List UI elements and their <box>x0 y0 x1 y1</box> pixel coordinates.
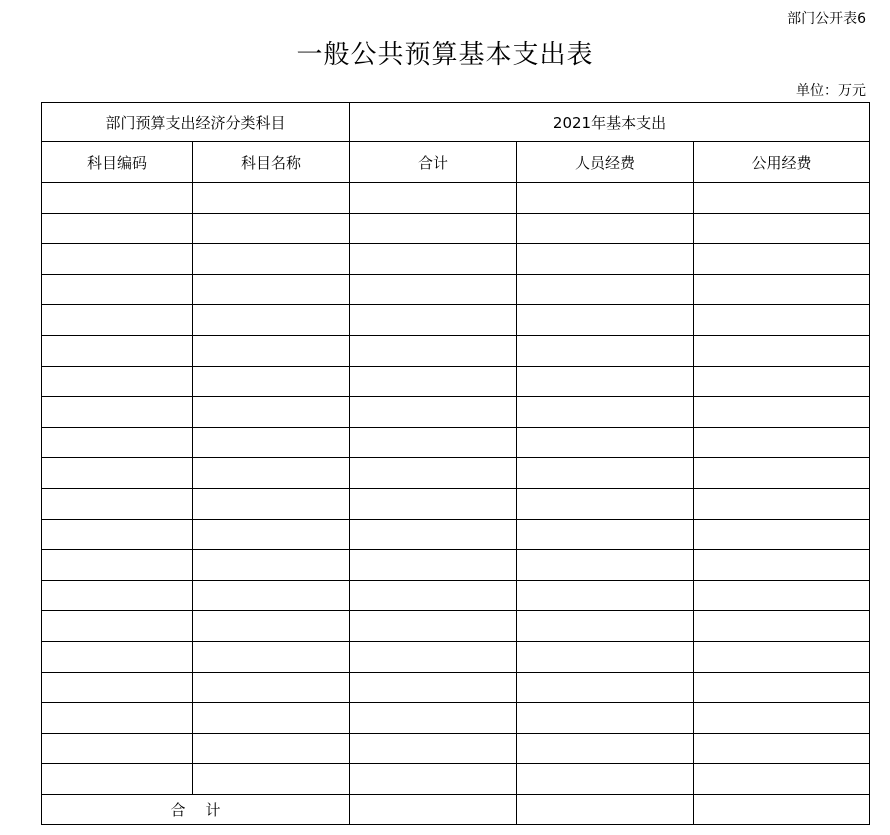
cell-name <box>193 488 350 519</box>
cell-personnel <box>517 183 694 214</box>
total-row <box>42 794 870 825</box>
cell-code <box>42 274 193 305</box>
cell-total <box>350 366 517 397</box>
column-header-code: 科目编码 <box>42 142 193 183</box>
total-sum <box>350 794 517 825</box>
column-header-row <box>42 142 870 183</box>
cell-public <box>694 550 870 581</box>
cell-name <box>193 519 350 550</box>
expenditure-group-header: 2021年基本支出 <box>350 103 870 142</box>
cell-personnel <box>517 458 694 489</box>
cell-total <box>350 611 517 642</box>
table-row <box>42 488 870 519</box>
table-row <box>42 366 870 397</box>
cell-total <box>350 458 517 489</box>
total-personnel <box>517 794 694 825</box>
cell-personnel <box>517 213 694 244</box>
cell-code <box>42 519 193 550</box>
cell-code <box>42 580 193 611</box>
column-header-name: 科目名称 <box>193 142 350 183</box>
cell-personnel <box>517 580 694 611</box>
cell-code <box>42 213 193 244</box>
cell-personnel <box>517 335 694 366</box>
cell-code <box>42 672 193 703</box>
cell-personnel <box>517 764 694 795</box>
cell-code <box>42 335 193 366</box>
cell-public <box>694 244 870 275</box>
document-label: 部门公开表6 <box>787 11 866 27</box>
cell-personnel <box>517 427 694 458</box>
cell-total <box>350 213 517 244</box>
table-row <box>42 458 870 489</box>
cell-public <box>694 397 870 428</box>
cell-public <box>694 274 870 305</box>
cell-public <box>694 335 870 366</box>
table-row <box>42 703 870 734</box>
table-row <box>42 244 870 275</box>
cell-personnel <box>517 611 694 642</box>
cell-name <box>193 244 350 275</box>
cell-public <box>694 488 870 519</box>
cell-code <box>42 244 193 275</box>
group-header-row <box>42 103 870 142</box>
cell-name <box>193 335 350 366</box>
cell-personnel <box>517 305 694 336</box>
cell-code <box>42 427 193 458</box>
table-row <box>42 305 870 336</box>
cell-personnel <box>517 366 694 397</box>
cell-public <box>694 213 870 244</box>
cell-public <box>694 764 870 795</box>
cell-name <box>193 550 350 581</box>
cell-name <box>193 733 350 764</box>
budget-table <box>41 102 870 825</box>
cell-public <box>694 427 870 458</box>
cell-name <box>193 672 350 703</box>
table-row <box>42 764 870 795</box>
table-row <box>42 274 870 305</box>
page-title: 一般公共预算基本支出表 <box>296 40 594 70</box>
cell-personnel <box>517 519 694 550</box>
cell-public <box>694 183 870 214</box>
column-header-public: 公用经费 <box>694 142 870 183</box>
cell-total <box>350 733 517 764</box>
table-row <box>42 397 870 428</box>
cell-name <box>193 764 350 795</box>
table-row <box>42 213 870 244</box>
table-row <box>42 611 870 642</box>
cell-public <box>694 641 870 672</box>
cell-personnel <box>517 703 694 734</box>
cell-code <box>42 611 193 642</box>
cell-total <box>350 550 517 581</box>
column-header-total: 合计 <box>350 142 517 183</box>
cell-public <box>694 672 870 703</box>
cell-total <box>350 427 517 458</box>
cell-total <box>350 305 517 336</box>
cell-total <box>350 641 517 672</box>
cell-public <box>694 611 870 642</box>
cell-public <box>694 519 870 550</box>
cell-public <box>694 733 870 764</box>
cell-public <box>694 458 870 489</box>
table-row <box>42 183 870 214</box>
cell-name <box>193 183 350 214</box>
unit-label: 单位：万元 <box>796 83 866 99</box>
table-row <box>42 519 870 550</box>
total-public <box>694 794 870 825</box>
cell-name <box>193 427 350 458</box>
cell-personnel <box>517 397 694 428</box>
cell-personnel <box>517 244 694 275</box>
cell-name <box>193 213 350 244</box>
cell-code <box>42 641 193 672</box>
cell-total <box>350 488 517 519</box>
cell-name <box>193 274 350 305</box>
cell-name <box>193 305 350 336</box>
cell-total <box>350 244 517 275</box>
cell-code <box>42 550 193 581</box>
cell-name <box>193 397 350 428</box>
cell-public <box>694 366 870 397</box>
cell-name <box>193 611 350 642</box>
cell-public <box>694 703 870 734</box>
cell-total <box>350 274 517 305</box>
cell-total <box>350 335 517 366</box>
cell-name <box>193 703 350 734</box>
cell-personnel <box>517 672 694 703</box>
cell-personnel <box>517 733 694 764</box>
table-row <box>42 672 870 703</box>
total-label: 合计 <box>42 794 350 825</box>
cell-code <box>42 764 193 795</box>
cell-code <box>42 366 193 397</box>
table-row <box>42 550 870 581</box>
classification-group-header: 部门预算支出经济分类科目 <box>42 103 350 142</box>
cell-code <box>42 305 193 336</box>
cell-total <box>350 580 517 611</box>
table-row <box>42 733 870 764</box>
cell-public <box>694 580 870 611</box>
cell-personnel <box>517 488 694 519</box>
cell-total <box>350 764 517 795</box>
cell-personnel <box>517 550 694 581</box>
cell-personnel <box>517 641 694 672</box>
cell-name <box>193 366 350 397</box>
cell-total <box>350 672 517 703</box>
column-header-personnel: 人员经费 <box>517 142 694 183</box>
cell-public <box>694 305 870 336</box>
table-row <box>42 335 870 366</box>
cell-code <box>42 733 193 764</box>
table-row <box>42 427 870 458</box>
cell-name <box>193 458 350 489</box>
cell-personnel <box>517 274 694 305</box>
cell-total <box>350 519 517 550</box>
cell-code <box>42 183 193 214</box>
cell-code <box>42 397 193 428</box>
table-row <box>42 641 870 672</box>
cell-code <box>42 458 193 489</box>
cell-total <box>350 703 517 734</box>
table-row <box>42 580 870 611</box>
cell-total <box>350 397 517 428</box>
cell-name <box>193 641 350 672</box>
cell-total <box>350 183 517 214</box>
cell-name <box>193 580 350 611</box>
cell-code <box>42 703 193 734</box>
cell-code <box>42 488 193 519</box>
